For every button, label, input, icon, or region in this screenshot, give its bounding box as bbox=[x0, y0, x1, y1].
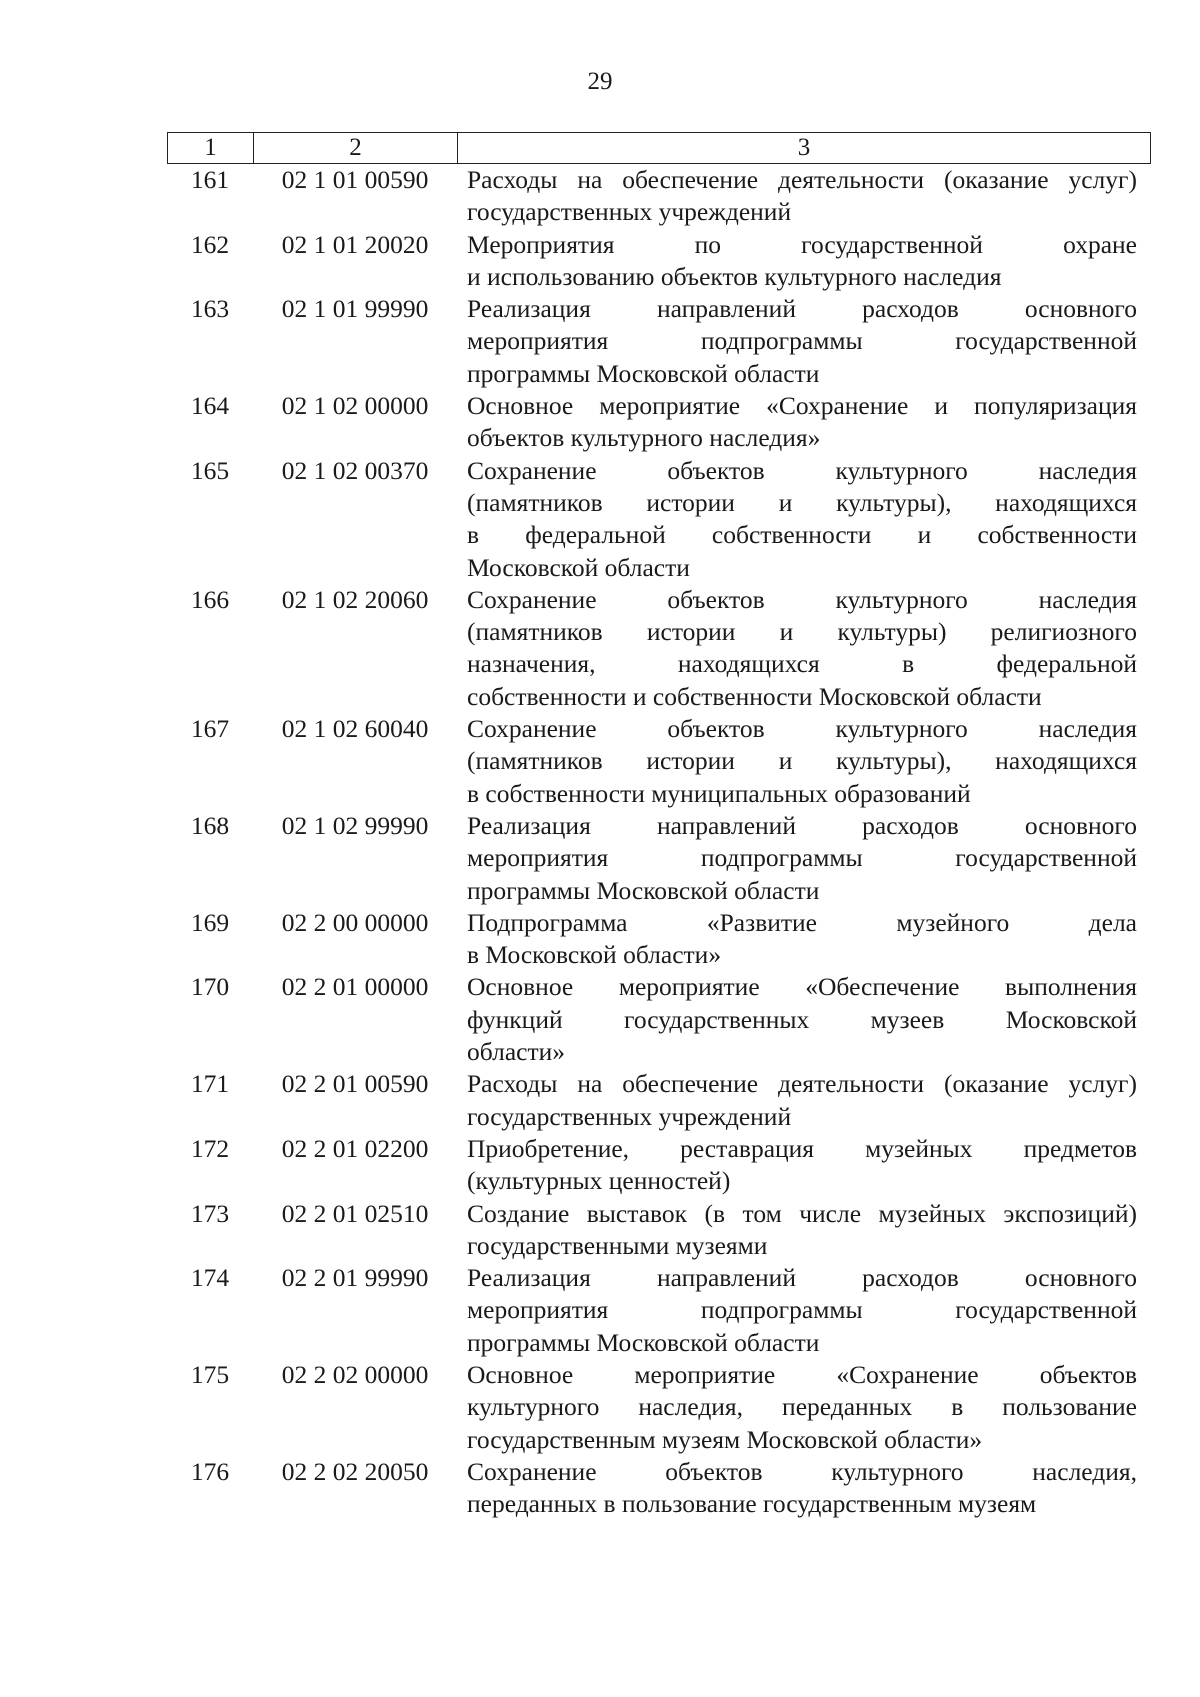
row-description bbox=[457, 390, 1137, 455]
description-line: Сохранение объектов культурного наследия bbox=[467, 714, 1137, 744]
row-code: 02 1 02 99990 bbox=[281, 810, 429, 840]
description-line: Сохранение объектов культурного наследия bbox=[467, 455, 1137, 485]
row-description bbox=[457, 1068, 1137, 1133]
description-line: программы Московской области bbox=[467, 1327, 820, 1357]
row-number: 175 bbox=[190, 1359, 230, 1389]
row-number: 168 bbox=[190, 810, 230, 840]
description-line: государственных учреждений bbox=[467, 197, 792, 227]
row-number: 174 bbox=[190, 1263, 230, 1293]
row-description bbox=[457, 971, 1137, 1068]
table-row bbox=[167, 1456, 1151, 1521]
description-line: в федеральной собственности и собственности bbox=[467, 520, 1137, 550]
description-line: (культурных ценностей) bbox=[467, 1166, 731, 1196]
table-row bbox=[167, 971, 1151, 1068]
table-row bbox=[167, 390, 1151, 455]
description-line: Сохранение объектов культурного наследия bbox=[467, 584, 1137, 614]
row-code: 02 2 01 02200 bbox=[281, 1133, 429, 1163]
description-line: функций государственных музеев Московской bbox=[467, 1004, 1137, 1034]
row-code: 02 2 01 02510 bbox=[281, 1198, 429, 1228]
row-description bbox=[457, 1262, 1137, 1359]
row-number: 163 bbox=[190, 294, 230, 324]
table-row bbox=[167, 1198, 1151, 1263]
table-row bbox=[167, 1068, 1151, 1133]
table-row bbox=[167, 810, 1151, 907]
row-code: 02 2 01 00590 bbox=[281, 1069, 429, 1099]
description-line: Приобретение, реставрация музейных предметов bbox=[467, 1133, 1137, 1163]
description-line: мероприятия подпрограммы государственной bbox=[467, 1295, 1137, 1325]
row-description bbox=[457, 810, 1137, 907]
description-line: Расходы на обеспечение деятельности (оказание услуг) bbox=[467, 1069, 1137, 1099]
row-number: 162 bbox=[190, 229, 230, 259]
description-line: Подпрограмма «Развитие музейного дела bbox=[467, 907, 1137, 937]
description-line: Реализация направлений расходов основного bbox=[467, 1263, 1137, 1293]
description-line: Реализация направлений расходов основного bbox=[467, 810, 1137, 840]
description-line: государственными музеями bbox=[467, 1230, 768, 1260]
row-code: 02 1 02 00370 bbox=[281, 455, 429, 485]
row-code: 02 2 02 20050 bbox=[281, 1456, 429, 1486]
row-number: 164 bbox=[190, 391, 230, 421]
description-line: области» bbox=[467, 1037, 565, 1067]
description-line: (памятников истории и культуры) религиозного bbox=[467, 617, 1137, 647]
page-number: 29 bbox=[587, 68, 613, 95]
row-code: 02 1 02 00000 bbox=[281, 391, 429, 421]
row-number: 167 bbox=[190, 714, 230, 744]
description-line: культурного наследия, переданных в пользование bbox=[467, 1392, 1137, 1422]
table-row bbox=[167, 455, 1151, 584]
row-description bbox=[457, 455, 1137, 584]
table-row bbox=[167, 907, 1151, 972]
description-line: Основное мероприятие «Обеспечение выполнения bbox=[467, 972, 1137, 1002]
row-description bbox=[457, 1198, 1137, 1263]
row-number: 166 bbox=[190, 584, 230, 614]
row-code: 02 1 01 00590 bbox=[281, 165, 429, 194]
description-line: Московской области bbox=[467, 552, 690, 582]
table-header bbox=[167, 132, 1151, 164]
row-description bbox=[457, 584, 1137, 713]
table-row bbox=[167, 293, 1151, 390]
row-description bbox=[457, 293, 1137, 390]
table-row bbox=[167, 584, 1151, 713]
row-number: 172 bbox=[190, 1133, 230, 1163]
description-line: программы Московской области bbox=[467, 875, 820, 905]
description-line: программы Московской области bbox=[467, 358, 820, 388]
row-description bbox=[457, 1456, 1137, 1521]
row-description bbox=[457, 713, 1137, 810]
table-row bbox=[167, 713, 1151, 810]
table-row bbox=[167, 1133, 1151, 1198]
row-number: 170 bbox=[190, 972, 230, 1002]
row-description bbox=[457, 1359, 1137, 1456]
row-code: 02 2 01 00000 bbox=[281, 972, 429, 1002]
row-number: 173 bbox=[190, 1198, 230, 1228]
description-line: Расходы на обеспечение деятельности (оказание услуг) bbox=[467, 165, 1137, 194]
description-line: в собственности муниципальных образований bbox=[467, 778, 971, 808]
row-number: 161 bbox=[190, 165, 230, 194]
description-line: (памятников истории и культуры), находящихся bbox=[467, 487, 1137, 517]
description-line: государственных учреждений bbox=[467, 1101, 792, 1131]
description-line: Мероприятия по государственной охране bbox=[467, 229, 1137, 259]
row-number: 171 bbox=[190, 1069, 230, 1099]
description-line: мероприятия подпрограммы государственной bbox=[467, 843, 1137, 873]
row-code: 02 1 02 20060 bbox=[281, 584, 429, 614]
row-code: 02 1 02 60040 bbox=[281, 714, 429, 744]
description-line: Реализация направлений расходов основного bbox=[467, 294, 1137, 324]
header-col-2: 2 bbox=[254, 133, 458, 163]
row-description bbox=[457, 164, 1137, 229]
description-line: государственным музеям Московской области» bbox=[467, 1424, 983, 1454]
row-description bbox=[457, 229, 1137, 294]
row-number: 169 bbox=[190, 907, 230, 937]
description-line: в Московской области» bbox=[467, 940, 722, 970]
description-line: Основное мероприятие «Сохранение и популяризация bbox=[467, 391, 1137, 421]
description-line: Основное мероприятие «Сохранение объектов bbox=[467, 1359, 1137, 1389]
description-line: назначения, находящихся в федеральной bbox=[467, 649, 1137, 679]
table-body bbox=[167, 164, 1151, 1520]
description-line: собственности и собственности Московской области bbox=[467, 681, 1042, 711]
row-code: 02 1 01 20020 bbox=[281, 229, 429, 259]
row-description bbox=[457, 907, 1137, 972]
row-number: 176 bbox=[190, 1456, 230, 1486]
row-code: 02 1 01 99990 bbox=[281, 294, 429, 324]
row-code: 02 2 01 99990 bbox=[281, 1263, 429, 1293]
row-number: 165 bbox=[190, 455, 230, 485]
table-row bbox=[167, 1262, 1151, 1359]
description-line: мероприятия подпрограммы государственной bbox=[467, 326, 1137, 356]
description-line: и использованию объектов культурного наследия bbox=[467, 261, 1002, 291]
table-row bbox=[167, 1359, 1151, 1456]
header-col-3: 3 bbox=[797, 134, 811, 161]
description-line: объектов культурного наследия» bbox=[467, 423, 821, 453]
header-col-1: 1 bbox=[168, 133, 254, 163]
row-description bbox=[457, 1133, 1137, 1198]
description-line: (памятников истории и культуры), находящихся bbox=[467, 746, 1137, 776]
table-row bbox=[167, 229, 1151, 294]
row-code: 02 2 00 00000 bbox=[281, 907, 429, 937]
row-code: 02 2 02 00000 bbox=[281, 1359, 429, 1389]
table-row bbox=[167, 164, 1151, 229]
description-line: Сохранение объектов культурного наследия, bbox=[467, 1456, 1137, 1486]
description-line: переданных в пользование государственным музеям bbox=[467, 1489, 1037, 1519]
description-line: Создание выставок (в том числе музейных экспозиций) bbox=[467, 1198, 1137, 1228]
